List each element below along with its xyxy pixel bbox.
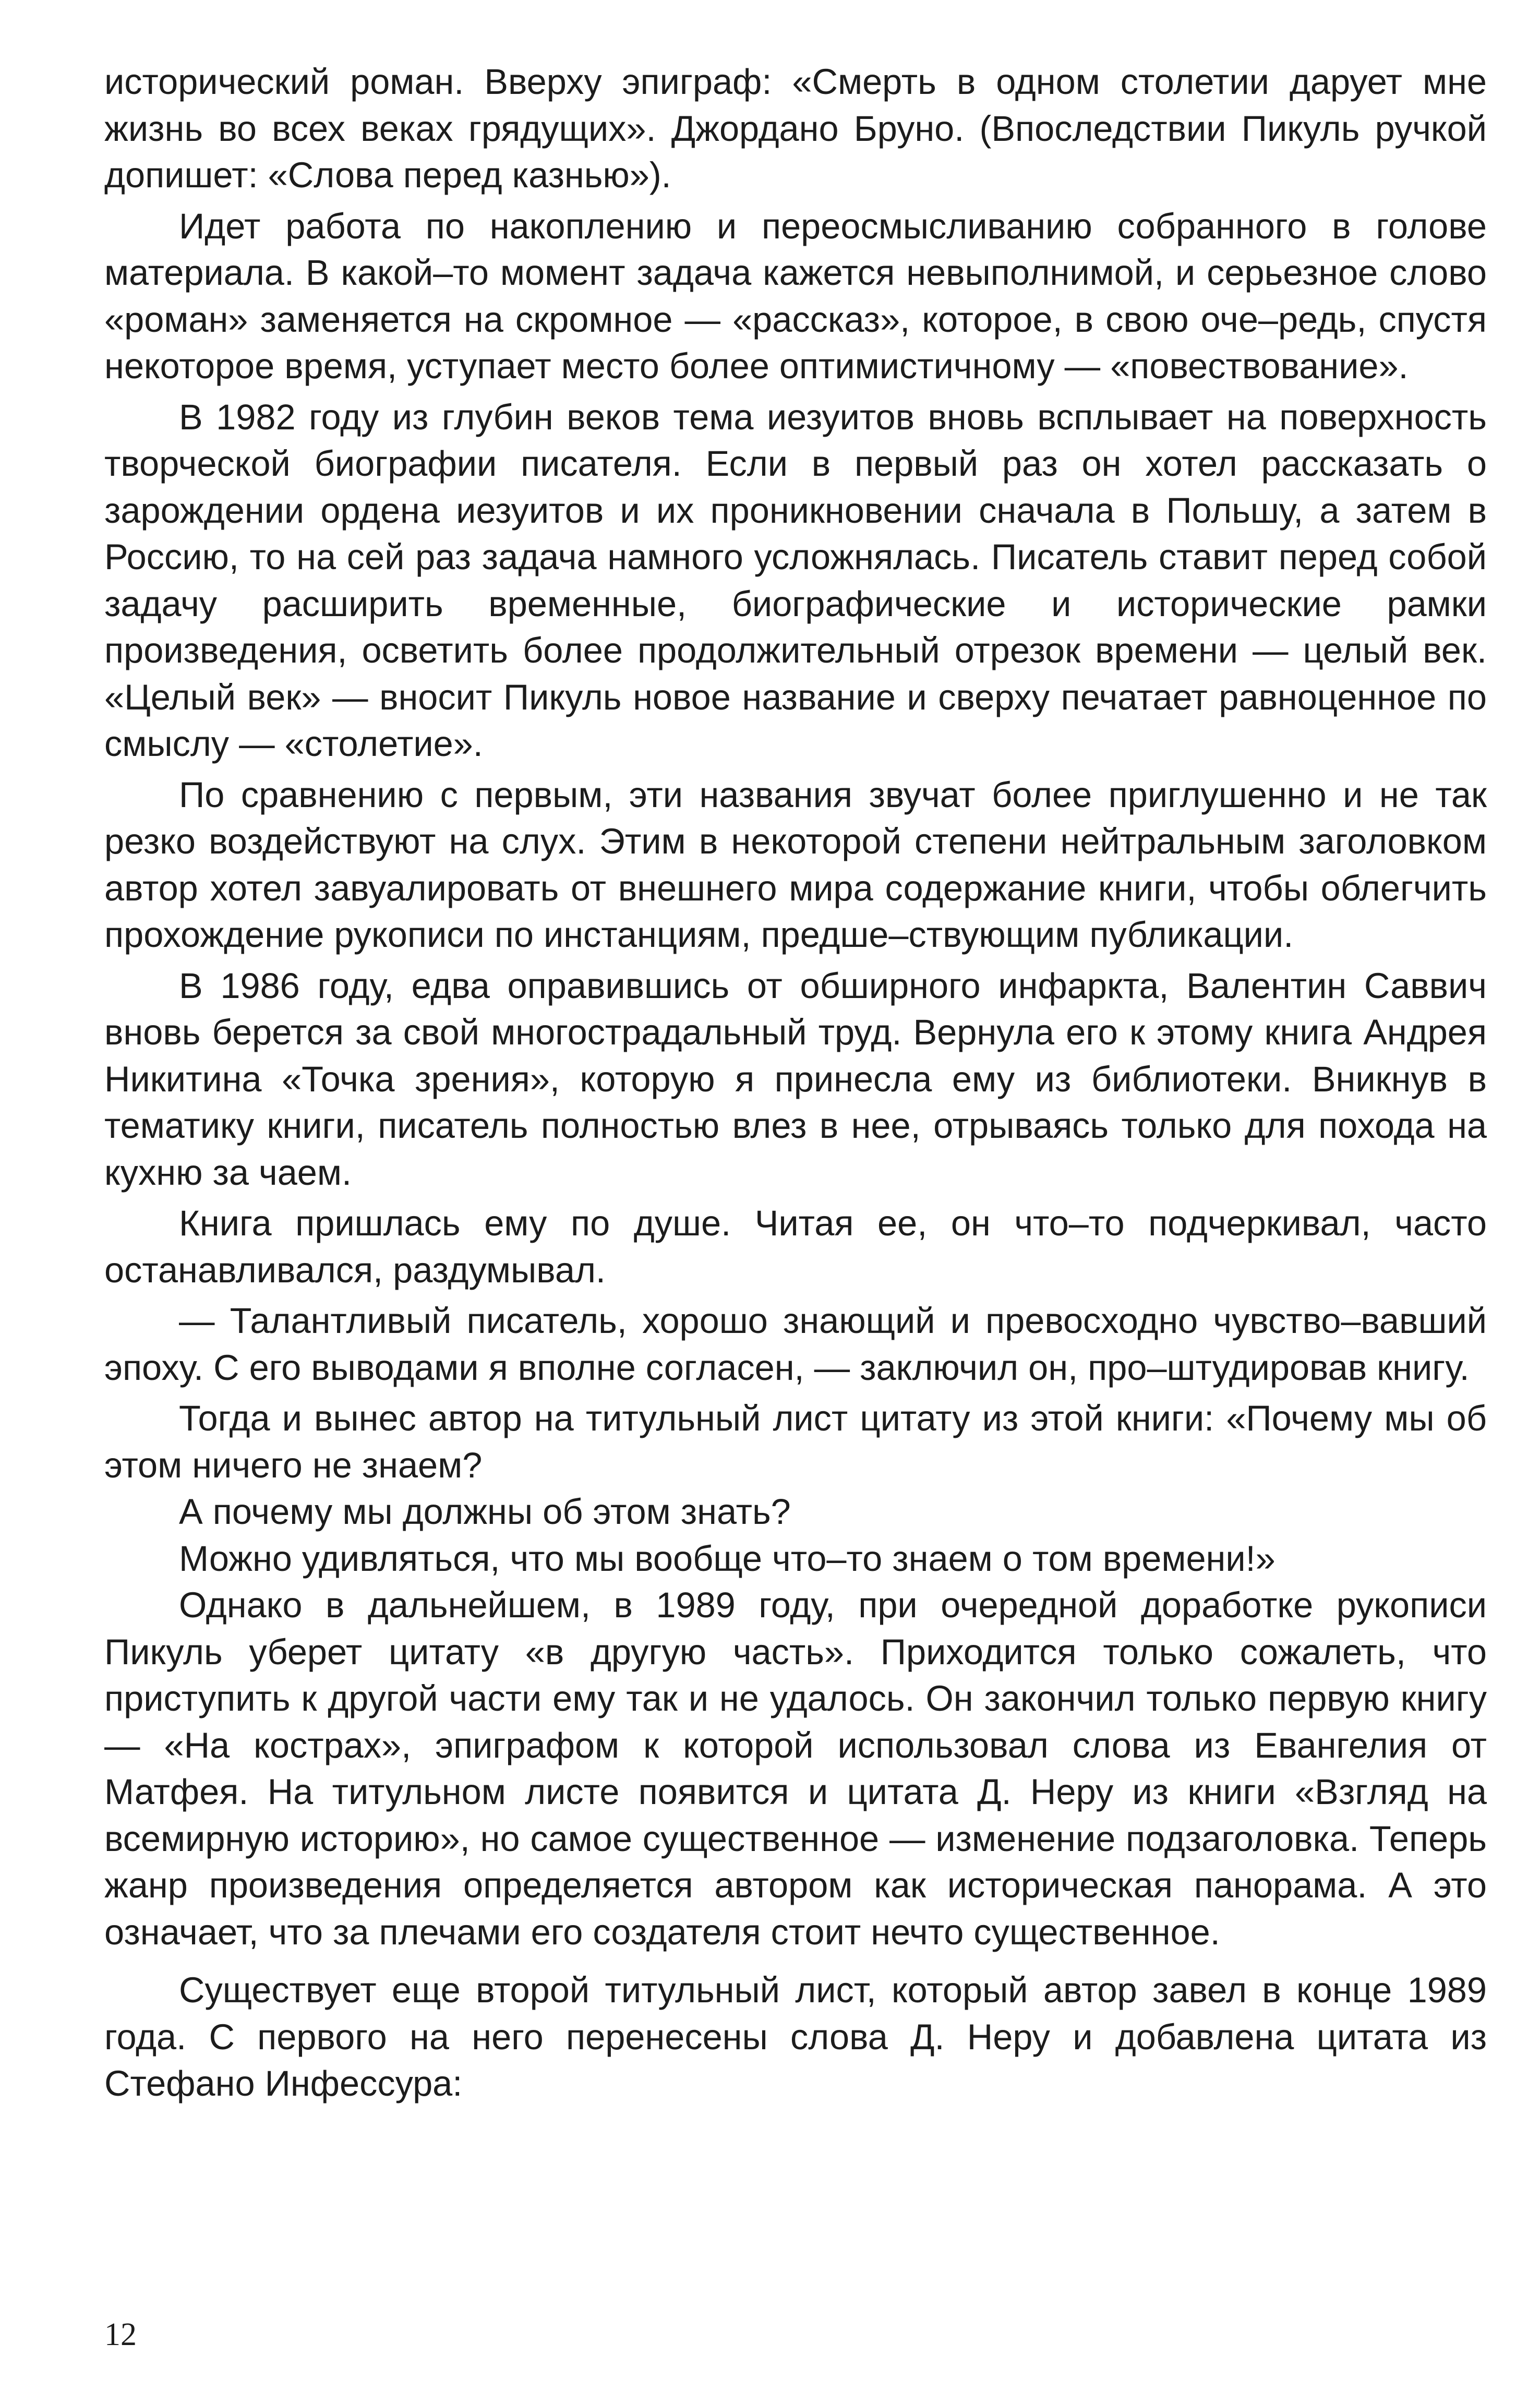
paragraph-7: — Талантливый писатель, хорошо знающий и превосходно чувство–вавший эпоху. С его выводами я вполне согласен, — заключил он, про–штудировав книгу.: [104, 1301, 1487, 1388]
paragraph-5: В 1986 году, едва оправившись от обширного инфаркта, Валентин Саввич вновь берется за свой многострадальный труд. Вернула его к этому книга Андрея Никитина «Точка зрения», которую я принесла ему из библиотеки. Вникнув в тематику книги, писатель полностью влез в нее, отрываясь только для похода на кухню за чаем.: [104, 965, 1487, 1193]
paragraph-3: В 1982 году из глубин веков тема иезуитов вновь всплывает на поверхность творческой биографии писателя. Если в первый раз он хотел рассказать о зарождении ордена иезуитов и их проникновении сначала в Польшу, а затем в Россию, то на сей раз задача намного усложнялась. Писатель ставит перед собой задачу расширить временные, биографические и исторические рамки произведения, осветить более продолжительный отрезок времени — целый век. «Целый век» — вносит Пикуль новое название и сверху печатает равноценное по смыслу — «столетие».: [104, 396, 1487, 764]
paragraph-1: исторический роман. Вверху эпиграф: «Смерть в одном столетии дарует мне жизнь во всех веках грядущих». Джордано Бруно. (Впоследствии Пикуль ручкой допишет: «Слова перед казнью»).: [104, 62, 1487, 195]
paragraph-11: Однако в дальнейшем, в 1989 году, при очередной доработке рукописи Пикуль уберет цитату «в другую часть». Приходится только сожалеть, что приступить к другой части ему так и не удалось. Он закончил только первую книгу — «На кострах», эпиграфом к которой использовал слова из Евангелия от Матфея. На титульном листе появится и цитата Д. Неру из книги «Взгляд на всемирную историю», но самое существенное — изменение подзаголовка. Теперь жанр произведения определяется автором как историческая панорама. А это означает, что за плечами его создателя стоит нечто существенное.: [104, 1585, 1487, 1952]
paragraph-12: Существует еще второй титульный лист, который автор завел в конце 1989 года. С первого на него перенесены слова Д. Неру и добавлена цитата из Стефано Инфессура:: [104, 1970, 1487, 2104]
paragraph-6: Книга пришлась ему по душе. Читая ее, он что–то подчеркивал, часто останавливался, раздумывал.: [104, 1203, 1487, 1290]
page-number: 12: [104, 2317, 137, 2352]
paragraph-2: Идет работа по накоплению и переосмысливанию собранного в голове материала. В какой–то момент задача кажется невыполнимой, и серьезное слово «роман» заменяется на скромное — «рассказ», которое, в свою оче–редь, спустя некоторое время, уступает место более оптимистичному — «повествование».: [104, 206, 1487, 386]
paragraph-10: Можно удивляться, что мы вообще что–то знаем о том времени!»: [179, 1538, 1276, 1579]
page-body: [104, 58, 1487, 2107]
paragraph-4: По сравнению с первым, эти названия звучат более приглушенно и не так резко воздействуют на слух. Этим в некоторой степени нейтральным заголовком автор хотел завуалировать от внешнего мира содержание книги, чтобы облегчить прохождение рукописи по инстанциям, предше–ствующим публикации.: [104, 774, 1487, 955]
paragraph-8: Тогда и вынес автор на титульный лист цитату из этой книги: «Почему мы об этом ничего не знаем?: [104, 1398, 1487, 1485]
paragraph-9: А почему мы должны об этом знать?: [179, 1492, 791, 1532]
